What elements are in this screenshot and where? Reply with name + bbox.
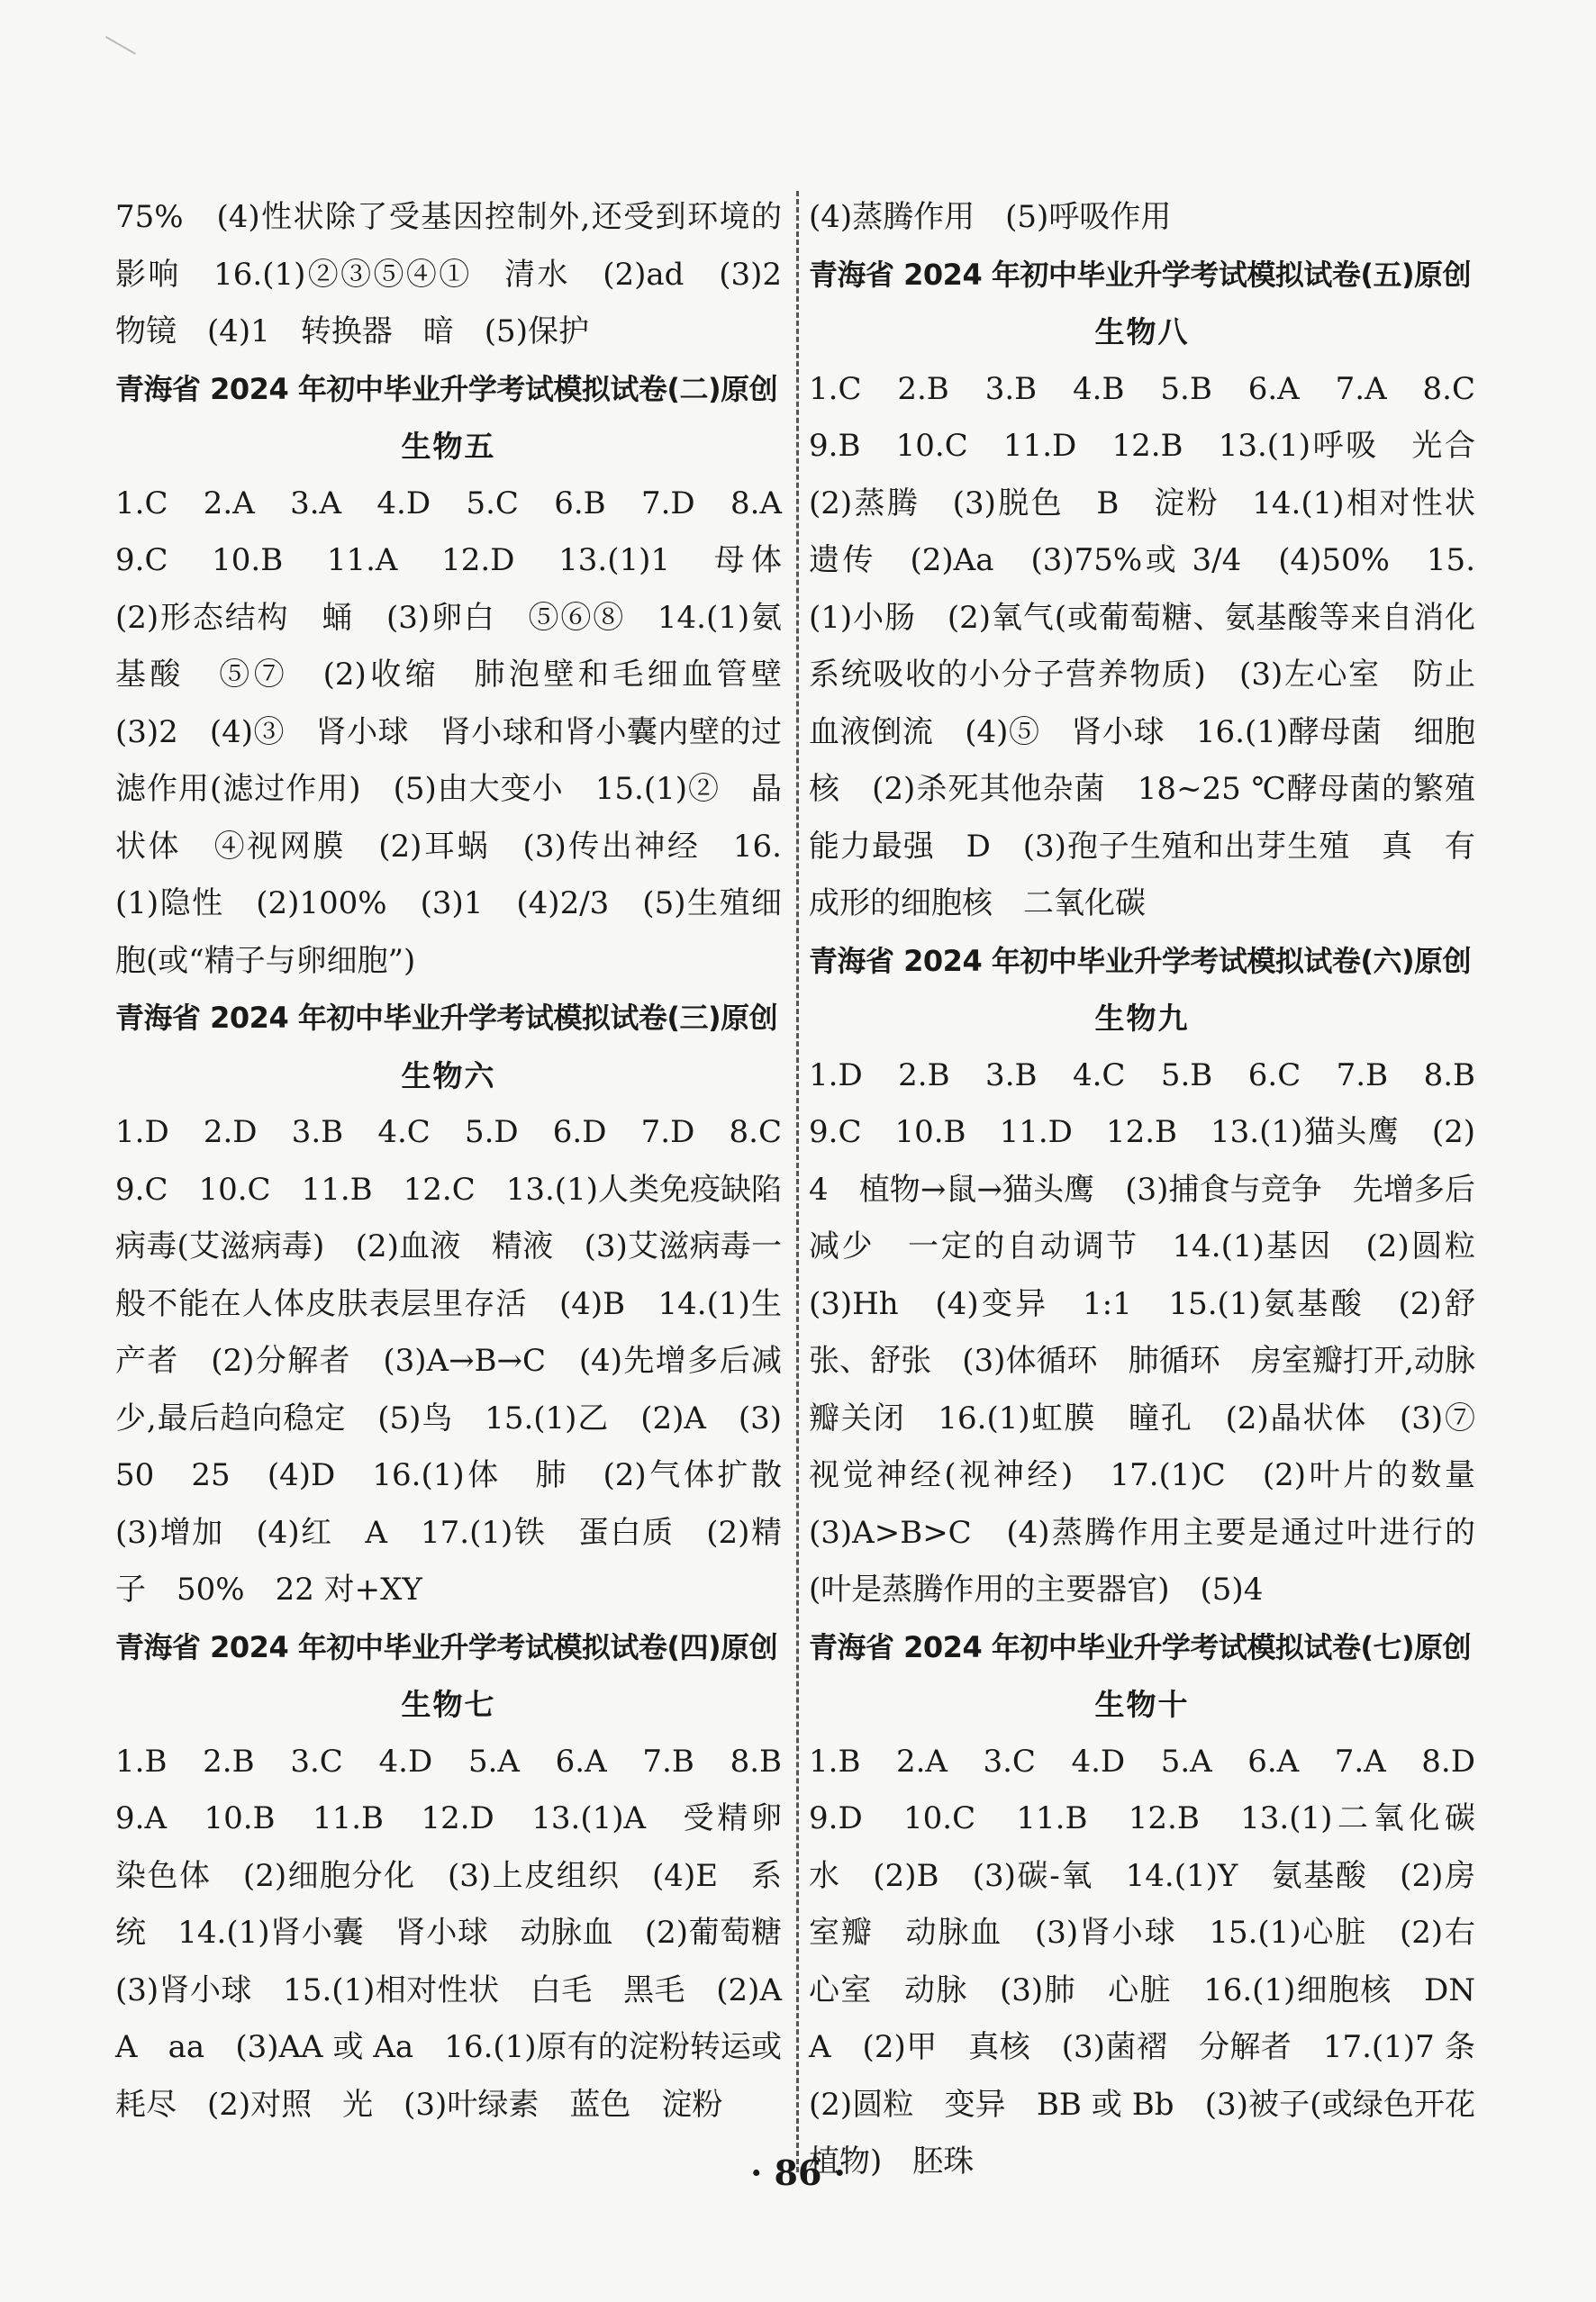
- section-subtitle: 生物七: [401, 1687, 496, 1722]
- section-6: [809, 933, 1506, 1619]
- section-title: 青海省 2024 年初中毕业升学考试模拟试卷(四)原创: [115, 1629, 778, 1664]
- section-answers: 1.B 2.B 3.C 4.D 5.A 6.A 7.B 8.B 9.A 10.B 11.B 12.D 13.(1)A 受精卵 染色体 (2)细胞分化 (3)上皮组织 (4)E 系统 14.(1)肾小囊 肾小球 动脉血 (2)葡萄糖 (3)肾小球 15.(1)相对性状 白毛 黑毛 (2)AA aa (3)AA 或 Aa 16.(1)原有的淀粉转运或耗尽 (2)对照 光 (3)叶绿素 蓝色 淀粉: [115, 1743, 812, 2123]
- section-title: 青海省 2024 年初中毕业升学考试模拟试卷(五)原创: [809, 257, 1472, 292]
- right-intro-text: (4)蒸腾作用 (5)呼吸作用: [809, 199, 1172, 235]
- section-7: [809, 1619, 1506, 2191]
- section-title: 青海省 2024 年初中毕业升学考试模拟试卷(七)原创: [809, 1629, 1472, 1664]
- section-subtitle: 生物五: [401, 429, 496, 464]
- section-subtitle: 生物八: [1094, 314, 1190, 349]
- section-answers: 1.C 2.A 3.A 4.D 5.C 6.B 7.D 8.A 9.C 10.B 11.A 12.D 13.(1)1 母体 (2)形态结构 蛹 (3)卵白 ⑤⑥⑧ 14.(1)氨基酸 ⑤⑦ (2)收缩 肺泡壁和毛细血管壁 (3)2 (4)③ 肾小球 肾小球和肾小囊内壁的过滤作用(滤过作用) (5)由大变小 15.(1)② 晶状体 ④视网膜 (2)耳蜗 (3)传出神经 16.(1)隐性 (2)100% (3)1 (4)2/3 (5)生殖细胞(或“精子与卵细胞”): [115, 485, 812, 979]
- section-answers: 1.C 2.B 3.B 4.B 5.B 6.A 7.A 8.C 9.B 10.C 11.D 12.B 13.(1)呼吸 光合 (2)蒸腾 (3)脱色 B 淀粉 14.(1)相对性状 遗传 (2)Aa (3)75%或 3/4 (4)50% 15.(1)小肠 (2)氧气(或葡萄糖、氨基酸等来自消化系统吸收的小分子营养物质) (3)左心室 防止血液倒流 (4)⑤ 肾小球 16.(1)酵母菌 细胞核 (2)杀死其他杂菌 18~25 ℃酵母菌的繁殖能力最强 D (3)孢子生殖和出芽生殖 真 有成形的细胞核 二氧化碳: [809, 370, 1506, 921]
- section-2: [115, 361, 812, 991]
- left-column: [115, 189, 812, 2134]
- section-subtitle: 生物九: [1094, 1001, 1190, 1036]
- section-title: 青海省 2024 年初中毕业升学考试模拟试卷(二)原创: [115, 371, 778, 406]
- corner-mark: [95, 36, 136, 72]
- section-subtitle: 生物十: [1094, 1687, 1190, 1722]
- section-answers: 1.D 2.B 3.B 4.C 5.B 6.C 7.B 8.B 9.C 10.B 11.D 12.B 13.(1)猫头鹰 (2)4 植物→鼠→猫头鹰 (3)捕食与竞争 先增多后减少 一定的自动调节 14.(1)基因 (2)圆粒 (3)Hh (4)变异 1:1 15.(1)氨基酸 (2)舒张、舒张 (3)体循环 肺循环 房室瓣打开,动脉瓣关闭 16.(1)虹膜 瞳孔 (2)晶状体 (3)⑦ 视觉神经(视神经) 17.(1)C (2)叶片的数量 (3)A>B>C (4)蒸腾作用主要是通过叶进行的(叶是蒸腾作用的主要器官) (5)4: [809, 1056, 1506, 1608]
- column-divider: [796, 191, 799, 2172]
- section-answers: 1.D 2.D 3.B 4.C 5.D 6.D 7.D 8.C 9.C 10.C 11.B 12.C 13.(1)人类免疫缺陷病毒(艾滋病毒) (2)血液 精液 (3)艾滋病毒一般不能在人体皮肤表层里存活 (4)B 14.(1)生产者 (2)分解者 (3)A→B→C (4)先增多后减少,最后趋向稳定 (5)鸟 15.(1)乙 (2)A (3)50 25 (4)D 16.(1)体 肺 (2)气体扩散 (3)增加 (4)红 A 17.(1)铁 蛋白质 (2)精子 50% 22 对+XY: [115, 1114, 812, 1608]
- section-subtitle: 生物六: [401, 1057, 496, 1093]
- right-column: [809, 189, 1506, 2191]
- section-4: [115, 1619, 812, 2134]
- section-5: [809, 247, 1506, 933]
- page-number: · 86 ·: [750, 2152, 846, 2193]
- section-answers: 1.B 2.A 3.C 4.D 5.A 6.A 7.A 8.D 9.D 10.C 11.B 12.B 13.(1)二氧化碳 水 (2)B (3)碳-氧 14.(1)Y 氨基酸 (2)房室瓣 动脉血 (3)肾小球 15.(1)心脏 (2)右心室 动脉 (3)肺 心脏 16.(1)细胞核 DNA (2)甲 真核 (3)菌褶 分解者 17.(1)7 条 (2)圆粒 变异 BB 或 Bb (3)被子(或绿色开花植物) 胚珠: [809, 1743, 1506, 2180]
- left-intro-text: 75% (4)性状除了受基因控制外,还受到环境的影响 16.(1)②③⑤④① 清水 (2)ad (3)2 物镜 (4)1 转换器 暗 (5)保护: [115, 199, 812, 349]
- section-3: [115, 990, 812, 1619]
- section-title: 青海省 2024 年初中毕业升学考试模拟试卷(三)原创: [115, 1001, 778, 1035]
- section-title: 青海省 2024 年初中毕业升学考试模拟试卷(六)原创: [809, 943, 1472, 978]
